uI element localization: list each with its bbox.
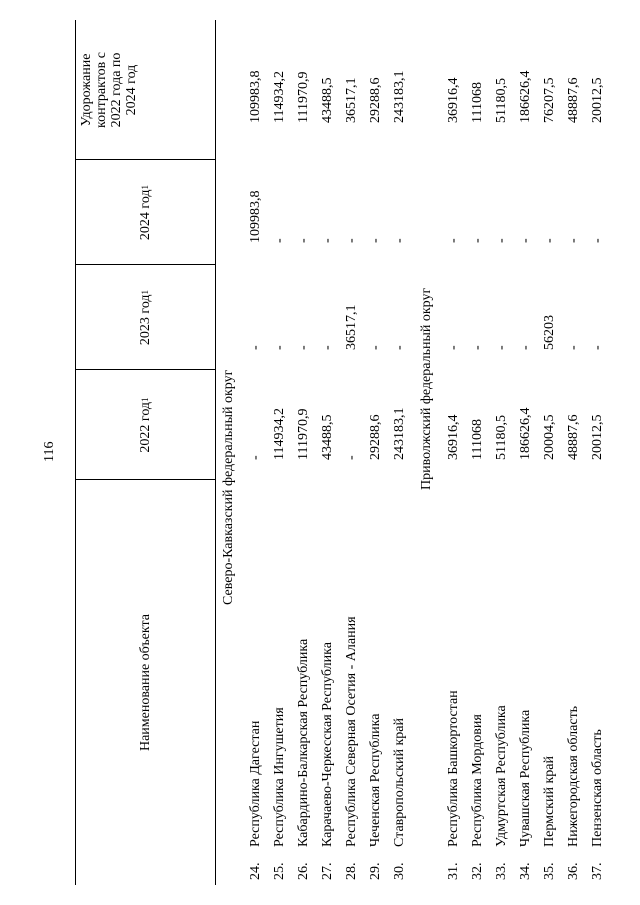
row-number: 28. (344, 862, 359, 880)
row-name: Кабардино-Балкарская Республика (296, 638, 311, 847)
table-row (515, 20, 539, 885)
value-delta: 76207,5 (542, 77, 557, 123)
row-name: Республика Северная Осетия - Алания (344, 616, 359, 847)
value-delta: 48887,6 (566, 77, 581, 123)
value-2024: - (296, 238, 311, 243)
row-number: 36. (566, 862, 581, 880)
header-cost-reduction-text: Удорожание контрактов с 2022 года по 2024 год (79, 52, 139, 128)
value-2024: - (272, 238, 287, 243)
value-2023: - (368, 345, 383, 350)
row-name: Республика Башкортостан (446, 690, 461, 847)
header-bottom-rule (215, 20, 216, 885)
value-2023: - (518, 345, 533, 350)
value-2024: - (494, 238, 509, 243)
value-delta: 36517,1 (344, 77, 359, 123)
header-name-text: Наименование объекта (137, 613, 153, 752)
table-row (443, 20, 467, 885)
value-2024: - (542, 238, 557, 243)
value-2022: 186626,4 (518, 407, 533, 460)
value-2024: - (518, 238, 533, 243)
table-row (341, 20, 365, 885)
row-name: Нижегородская область (566, 705, 581, 847)
value-2024: - (590, 238, 605, 243)
row-name: Удмуртская Республика (494, 705, 509, 847)
value-delta: 51180,5 (494, 78, 509, 123)
table-row (293, 20, 317, 885)
value-2024: - (446, 238, 461, 243)
value-2022: 36916,4 (446, 414, 461, 460)
table-row (269, 20, 293, 885)
value-2022: 51180,5 (494, 415, 509, 460)
row-name: Пермский край (542, 756, 557, 847)
value-delta: 243183,1 (392, 70, 407, 123)
value-2023: - (272, 345, 287, 350)
row-name: Республика Мордовия (470, 714, 485, 847)
header-2023 (75, 265, 215, 370)
value-2022: 20004,5 (542, 414, 557, 460)
value-2022: 29288,6 (368, 414, 383, 460)
table-row (365, 20, 389, 885)
value-2023: - (392, 345, 407, 350)
value-2024: - (344, 238, 359, 243)
value-delta: 36916,4 (446, 77, 461, 123)
row-name: Чувашская Республика (518, 709, 533, 847)
row-name: Республика Дагестан (248, 720, 263, 847)
table-rotation-frame (75, 20, 615, 885)
header-name (75, 480, 215, 885)
row-number: 35. (542, 862, 557, 880)
value-2024: - (392, 238, 407, 243)
value-2024: - (320, 238, 335, 243)
value-2024: 109983,8 (248, 190, 263, 243)
table-row (467, 20, 491, 885)
row-number: 24. (248, 862, 263, 880)
value-2023: - (296, 345, 311, 350)
value-2024: - (368, 238, 383, 243)
value-2022: 20012,5 (590, 414, 605, 460)
row-name: Пензенская область (590, 729, 605, 847)
value-delta: 43488,5 (320, 77, 335, 123)
value-2023: 36517,1 (344, 304, 359, 350)
value-2023: - (320, 345, 335, 350)
table-row (317, 20, 341, 885)
value-delta: 114934,2 (272, 71, 287, 123)
value-delta: 109983,8 (248, 70, 263, 123)
table-row (389, 20, 413, 885)
value-2022: 111970,9 (296, 408, 311, 460)
row-number: 26. (296, 862, 311, 880)
data-table (75, 20, 615, 885)
value-2022: 48887,6 (566, 414, 581, 460)
value-2023: 56203 (542, 315, 557, 350)
footnote-mark: 1 (139, 289, 150, 295)
value-2022: 111068 (470, 419, 485, 460)
row-number: 25. (272, 862, 287, 880)
value-2022: - (248, 455, 263, 460)
value-2022: 243183,1 (392, 407, 407, 460)
value-2024: - (566, 238, 581, 243)
header-2022 (75, 370, 215, 480)
row-name: Карачаево-Черкесская Республика (320, 642, 335, 847)
row-number: 37. (590, 862, 605, 880)
page-number: 116 (42, 441, 57, 462)
row-number: 32. (470, 862, 485, 880)
table-row (491, 20, 515, 885)
value-2023: - (470, 345, 485, 350)
value-2023: - (590, 345, 605, 350)
row-name: Ставропольский край (392, 718, 407, 847)
header-cost-reduction (75, 20, 215, 160)
value-delta: 29288,6 (368, 77, 383, 123)
header-2024 (75, 160, 215, 265)
header-2024-text: 2024 год (137, 189, 153, 241)
row-number: 29. (368, 862, 383, 880)
row-name: Республика Ингушетия (272, 707, 287, 847)
value-2022: 43488,5 (320, 414, 335, 460)
row-number: 33. (494, 862, 509, 880)
value-delta: 111068 (470, 82, 485, 123)
row-number: 31. (446, 862, 461, 880)
row-number: 27. (320, 862, 335, 880)
table-row (563, 20, 587, 885)
value-2022: 114934,2 (272, 408, 287, 460)
value-2023: - (494, 345, 509, 350)
value-2023: - (446, 345, 461, 350)
row-number: 30. (392, 862, 407, 880)
footnote-mark: 1 (139, 184, 150, 190)
row-name: Чеченская Республика (368, 713, 383, 847)
value-2023: - (248, 345, 263, 350)
value-2022: - (344, 455, 359, 460)
row-number: 34. (518, 862, 533, 880)
table-row (245, 20, 269, 885)
value-2023: - (566, 345, 581, 350)
section-title: Приволжский федеральный округ (419, 287, 434, 490)
table-row (587, 20, 611, 885)
footnote-mark: 1 (139, 397, 150, 402)
header-2023-text: 2023 год (137, 294, 153, 346)
header-2022-text: 2022 год (137, 401, 153, 453)
value-2024: - (470, 238, 485, 243)
section-title: Северо-Кавказский федеральный округ (221, 369, 236, 605)
table-row (539, 20, 563, 885)
value-delta: 20012,5 (590, 77, 605, 123)
value-delta: 186626,4 (518, 70, 533, 123)
value-delta: 111970,9 (296, 71, 311, 123)
